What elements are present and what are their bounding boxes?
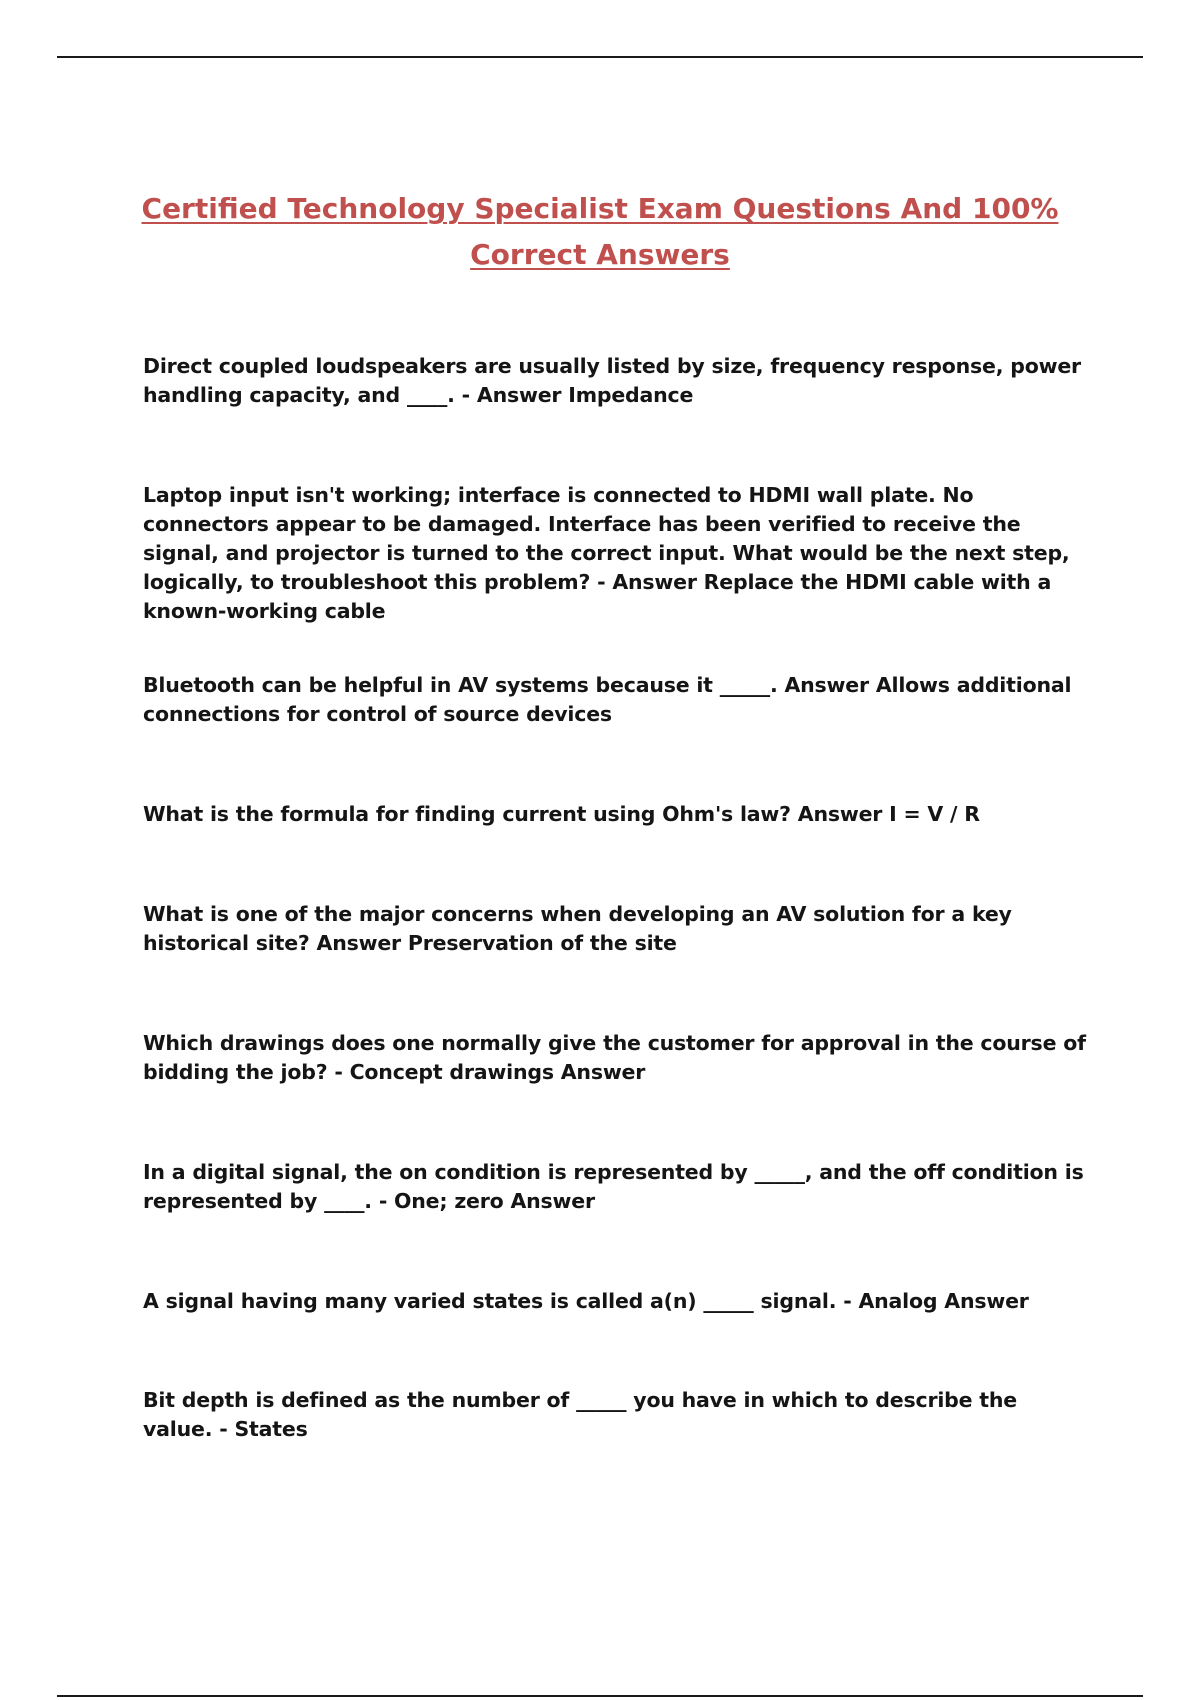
qa-item-7: In a digital signal, the on condition is represented by _____, and the off condition is represented by ____. - One; zero Answer — [143, 1160, 1084, 1213]
qa-item-3: Bluetooth can be helpful in AV systems because it _____. Answer Allows additional connections for control of source devices — [143, 673, 1072, 726]
bottom-rule — [57, 1695, 1143, 1697]
top-rule — [57, 56, 1143, 58]
qa-item-2: Laptop input isn't working; interface is connected to HDMI wall plate. No connectors appear to be damaged. Interface has been verified to receive the signal, and projector is turned to the correct input. What would be the next step, logically, to troubleshoot this problem? - Answer Replace the HDMI cable with a known-working cable — [143, 483, 1070, 623]
title-line-2: Correct Answers — [470, 238, 730, 271]
qa-item-6: Which drawings does one normally give the customer for approval in the course of bidding the job? - Concept drawings Answer — [143, 1031, 1086, 1084]
title-line-1: Certified Technology Specialist Exam Questions And 100% — [141, 192, 1059, 225]
document-title — [100, 186, 1100, 278]
qa-item-8: A signal having many varied states is called a(n) _____ signal. - Analog Answer — [143, 1289, 1029, 1313]
qa-item-5: What is one of the major concerns when developing an AV solution for a key historical site? Answer Preservation of the site — [143, 902, 1012, 955]
qa-item-4: What is the formula for finding current using Ohm's law? Answer I = V / R — [143, 802, 980, 826]
qa-item-1: Direct coupled loudspeakers are usually listed by size, frequency response, power handling capacity, and ____. - Answer Impedance — [143, 354, 1081, 407]
qa-item-9: Bit depth is defined as the number of _____ you have in which to describe the value. - States — [143, 1388, 1017, 1441]
